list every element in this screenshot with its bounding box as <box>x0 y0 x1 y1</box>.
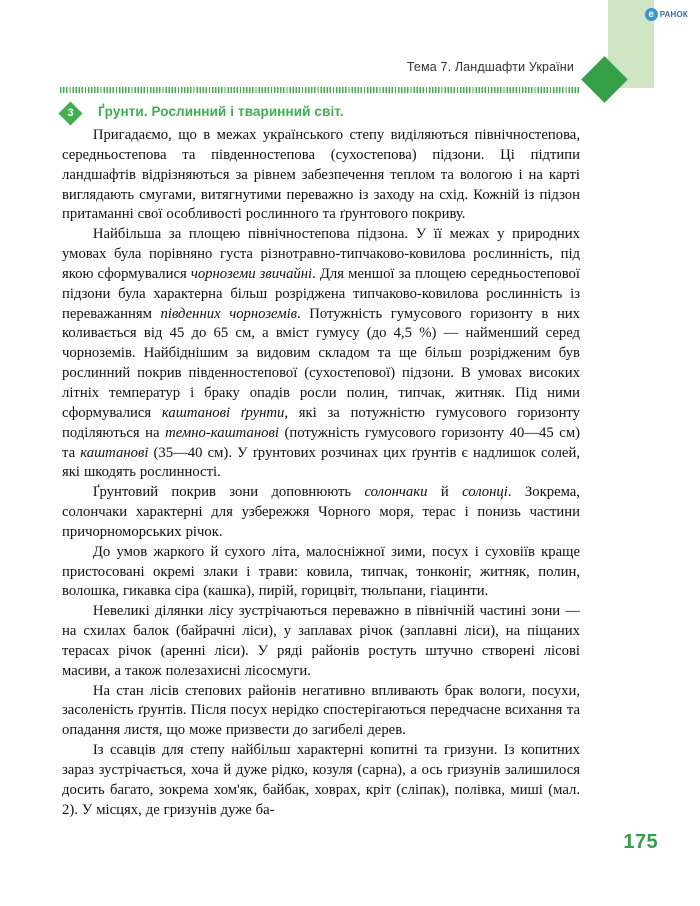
publisher-logo <box>645 8 688 21</box>
running-head: Тема 7. Ландшафти України <box>406 60 574 74</box>
section-heading <box>62 104 582 124</box>
body-text-run: Ґрунтовий покрив зони доповнюють <box>92 484 365 501</box>
body-text-run: (потужність гумусового горизонту 40—45 см) та <box>62 424 580 461</box>
body-text-run: . Зокрема, солончаки характерні для узбережжя Чорного моря, терас і понизь частини причорноморських річок. <box>62 484 580 540</box>
header-divider-rule <box>60 87 580 93</box>
body-text-run: , які за потужністю гумусового горизонту поділяються на <box>62 404 580 441</box>
body-text-run: (35—40 см). У ґрунтових розчинах цих ґрунтів є надлишок солей, які шкодять рослинності. <box>62 444 580 481</box>
emphasized-term: південних чорноземів <box>160 305 298 322</box>
body-paragraph <box>62 602 580 681</box>
body-text-run: Найбільша за площею північностепова підзона. У її межах у природних умовах була порівняно густа різнотравно-типчаково-ковилова рослинність, під якою сформувалися <box>62 226 580 282</box>
publisher-logo-mark: e <box>645 8 658 21</box>
body-text-run: До умов жаркого й сухого літа, малосніжної зими, посух і суховіїв краще пристосовані окремі злаки і трави: ковила, типчак, тонконіг, житняк, полин, волошка, гикавка сіра (кашка), пирій, горицвіт, тюльпани, гіацинти. <box>62 543 580 600</box>
section-number-label: 3 <box>67 107 74 119</box>
body-paragraph <box>62 483 580 543</box>
emphasized-term: темно-каштанові <box>165 424 279 441</box>
body-text-column <box>62 126 580 821</box>
body-text-run: На стан лісів степових районів негативно впливають брак вологи, посухи, засоленість ґрунтів. Після посух нерідко спостерігаються передчасне всихання та опадання листя, що може призвести до загибелі дерев. <box>62 682 580 739</box>
body-paragraph <box>62 225 580 483</box>
emphasized-term: солончаки <box>364 484 428 501</box>
body-text-run: . Для меншої за площею середньостепової підзони була характерна більш розріджена типчаково-ковилова рослинність із переважанням <box>62 265 580 322</box>
emphasized-term: солонці <box>462 484 508 501</box>
body-text-run: Із ссавців для степу найбільш характерні копитні та гризуни. Із копитних зараз зустрічається, хоча й дуже рідко, козуля (сарна), а ось гризунів залишилося досить багато, зокрема хом'як, байбак, ховрах, кріт (сліпак), полівка, миші (мал. 2). У місцях, де гризунів дуже ба- <box>62 742 580 818</box>
body-paragraph <box>62 543 580 603</box>
body-text-run: Невеликі ділянки лісу зустрічаються переважно в північній частині зони — на схилах балок (байрачні ліси), у заплавах річок (заплавні ліси), на піщаних терасах річок (аренні ліси). У ряді районів ростуть штучно створені лісові масиви, а також полезахисні лісосмуги. <box>62 603 580 679</box>
page-number: 175 <box>623 831 658 853</box>
body-paragraph <box>62 682 580 742</box>
emphasized-term: чорноземи звичайні <box>190 265 313 282</box>
emphasized-term: каштанові ґрунти <box>161 404 285 421</box>
body-text-run: Пригадаємо, що в межах українського степу виділяються північностепова, середньостепова та південностепова (сухостепова) підзони. Ці підтипи ландшафтів відрізняються за рівнем забезпечення теплом та вологою і на карті виглядають смугами, витягнутими переважно із заходу на схід. Кожній із підзон притаманні свої особливості рослинного та ґрунтового покриву. <box>62 127 580 223</box>
body-paragraph <box>62 126 580 225</box>
section-title: Ґрунти. Рослинний і тваринний світ. <box>98 104 344 119</box>
publisher-logo-text: РАНОК <box>659 10 688 19</box>
body-text-run: й <box>427 484 463 501</box>
body-text-run: . Потужність гумусового горизонту в них коливається від 45 до 65 см, а вміст гумусу (до 4,5 %) — найменший серед чорноземів. Найбіднішим за видовим складом та ще більш розрідженим був рослинний покрив південностепової (сухостепової) підзони. В умовах високих літніх температур і браку опадів росли полин, типчак, житняк. Під ними сформувалися <box>62 305 581 421</box>
emphasized-term: каштанові <box>80 444 149 461</box>
body-paragraph <box>62 741 580 820</box>
